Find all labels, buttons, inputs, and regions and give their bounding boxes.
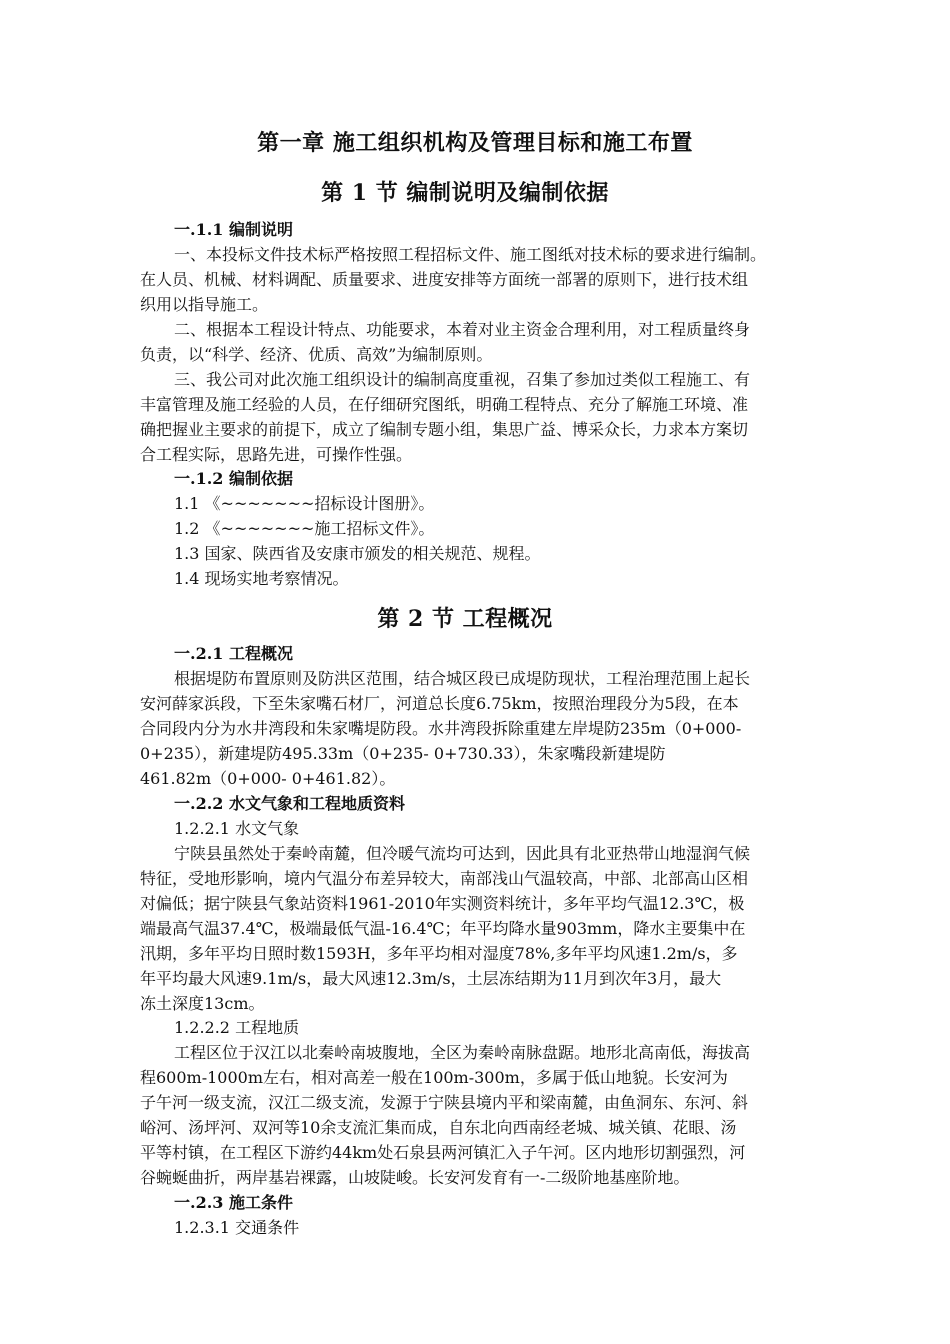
paragraph-line: 年平均最大风速9.1m/s，最大风速12.3m/s，土层冻结期为11月到次年3月，最大 [140,969,722,988]
paragraph-line: 对偏低；据宁陕县气象站资料1961-2010年实测资料统计，多年平均气温12.3℃，极 [140,894,745,913]
paragraph-line: 三、我公司对此次施工组织设计的编制高度重视，召集了参加过类似工程施工、有 [174,370,751,389]
paragraph-line: 在人员、机械、材料调配、质量要求、进度安排等方面统一部署的原则下，进行技术组 [140,270,749,289]
paragraph-line: 工程区位于汉江以北秦岭南坡腹地，全区为秦岭南脉盘踞。地形北高南低，海拔高 [174,1043,751,1062]
subsubheading: 1.2.3.1 交通条件 [174,1218,300,1237]
paragraph-line: 合同段内分为水井湾段和朱家嘴堤防段。水井湾段拆除重建左岸堤防235m（0+000- [140,719,742,738]
paragraph-line: 二、根据本工程设计特点、功能要求，本着对业主资金合理利用，对工程质量终身 [174,320,751,339]
basis-item: 1.4 现场实地考察情况。 [174,569,349,588]
subheading-2-1: 一.2.1 工程概况 [174,644,293,663]
paragraph-line: 安河薛家浜段，下至朱家嘴石材厂，河道总长度6.75km，按照治理段分为5段，在本 [140,694,739,713]
section-2-title: 第 2 节 工程概况 [377,606,553,632]
basis-item: 1.3 国家、陕西省及安康市颁发的相关规范、规程。 [174,544,541,563]
paragraph-line: 特征，受地形影响，境内气温分布差异较大，南部浅山气温较高，中部、北部高山区相 [140,869,749,888]
subheading-2-3: 一.2.3 施工条件 [174,1193,293,1212]
paragraph-line: 程600m-1000m左右，相对高差一般在100m-300m，多属于低山地貌。长安河为 [140,1068,728,1087]
paragraph-line: 宁陕县虽然处于秦岭南麓，但冷暖气流均可达到，因此具有北亚热带山地湿润气候 [174,844,751,863]
paragraph-line: 确把握业主要求的前提下，成立了编制专题小组，集思广益、博采众长，力求本方案切 [140,420,749,439]
subheading-2-2: 一.2.2 水文气象和工程地质资料 [174,794,405,813]
paragraph-line: 平等村镇，在工程区下游约44km处石泉县两河镇汇入子午河。区内地形切割强烈，河 [140,1143,746,1162]
paragraph-line: 负责，以“科学、经济、优质、高效”为编制原则。 [140,345,493,364]
subheading-1-1: 一.1.1 编制说明 [174,220,293,239]
subsubheading: 1.2.2.2 工程地质 [174,1018,300,1037]
paragraph-line: 461.82m（0+000- 0+461.82）。 [140,769,396,788]
chapter-title: 第一章 施工组织机构及管理目标和施工布置 [257,130,693,156]
paragraph-line: 汛期，多年平均日照时数1593H，多年平均相对湿度78%,多年平均风速1.2m/s，多 [140,944,738,963]
paragraph-line: 冻土深度13cm。 [140,994,265,1013]
paragraph-line: 织用以指导施工。 [140,295,269,314]
paragraph-line: 根据堤防布置原则及防洪区范围，结合城区段已成堤防现状，工程治理范围上起长 [174,669,751,688]
paragraph-line: 峪河、汤坪河、双河等10余支流汇集而成，自东北向西南经老城、城关镇、花眼、汤 [140,1118,737,1137]
paragraph-line: 谷蜿蜒曲折，两岸基岩裸露，山坡陡峻。长安河发育有一-二级阶地基座阶地。 [140,1168,690,1187]
paragraph-line: 子午河一级支流，汉江二级支流，发源于宁陕县境内平和梁南麓，由鱼洞东、东河、斜 [140,1093,749,1112]
paragraph-line: 丰富管理及施工经验的人员，在仔细研究图纸，明确工程特点、充分了解施工环境、准 [140,395,749,414]
paragraph-line: 端最高气温37.4℃，极端最低气温-16.4℃；年平均降水量903mm，降水主要集中在 [140,919,746,938]
paragraph-line: 一、本投标文件技术标严格按照工程招标文件、施工图纸对技术标的要求进行编制。 [174,245,767,264]
basis-item: 1.2 《~~~~~~~施工招标文件》。 [174,519,435,538]
basis-item: 1.1 《~~~~~~~招标设计图册》。 [174,494,435,513]
subsubheading: 1.2.2.1 水文气象 [174,819,300,838]
paragraph-line: 0+235），新建堤防495.33m（0+235- 0+730.33），朱家嘴段新建堤防 [140,744,666,763]
paragraph-line: 合工程实际，思路先进，可操作性强。 [140,445,413,464]
section-1-title: 第 1 节 编制说明及编制依据 [321,180,609,206]
subheading-1-2: 一.1.2 编制依据 [174,469,293,488]
